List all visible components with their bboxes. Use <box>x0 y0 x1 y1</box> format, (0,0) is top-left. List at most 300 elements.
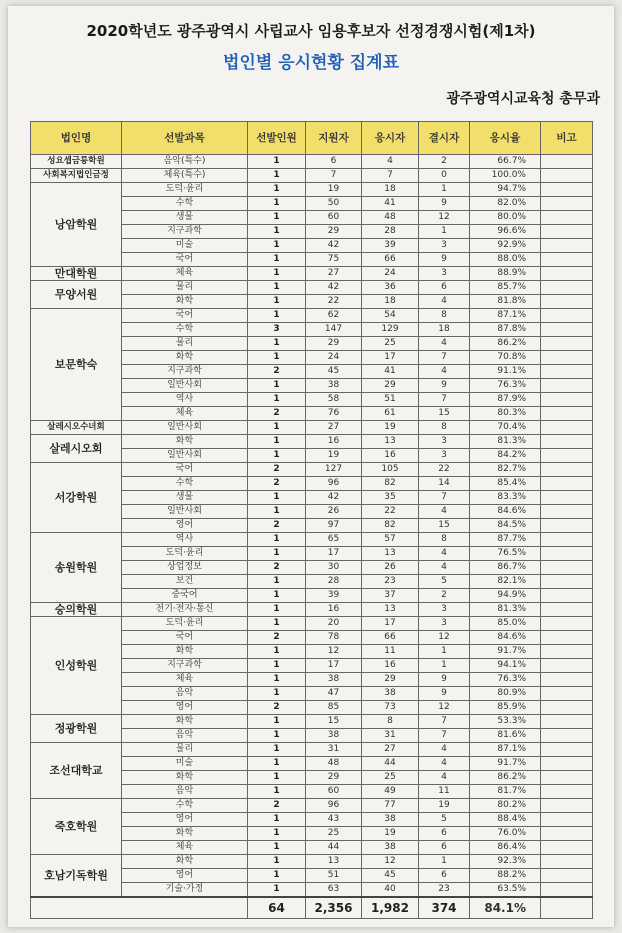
absentees-cell: 6 <box>419 841 470 855</box>
attendees-cell: 48 <box>362 211 419 225</box>
attendees-cell: 22 <box>362 505 419 519</box>
selection-count-cell: 1 <box>248 267 306 281</box>
absentees-cell: 3 <box>419 617 470 631</box>
table-row <box>31 435 593 449</box>
remarks-cell <box>541 757 593 771</box>
remarks-cell <box>541 253 593 267</box>
attendees-cell: 17 <box>362 351 419 365</box>
remarks-cell <box>541 169 593 183</box>
applicants-cell: 17 <box>306 659 362 673</box>
selection-count-cell: 1 <box>248 505 306 519</box>
selection-count-cell: 1 <box>248 169 306 183</box>
attendance-rate-cell: 80.3% <box>470 407 541 421</box>
remarks-cell <box>541 477 593 491</box>
applicants-cell: 24 <box>306 351 362 365</box>
applicants-cell: 50 <box>306 197 362 211</box>
subject-cell: 미술 <box>122 239 248 253</box>
subject-cell: 지구과학 <box>122 365 248 379</box>
remarks-cell <box>541 379 593 393</box>
attendees-cell: 16 <box>362 449 419 463</box>
selection-count-cell: 1 <box>248 603 306 617</box>
subject-cell: 체육(특수) <box>122 169 248 183</box>
subject-cell: 물리 <box>122 743 248 757</box>
selection-count-cell: 1 <box>248 883 306 898</box>
applicants-cell: 16 <box>306 435 362 449</box>
absentees-cell: 4 <box>419 337 470 351</box>
remarks-cell <box>541 883 593 898</box>
subject-cell: 물리 <box>122 337 248 351</box>
attendees-cell: 40 <box>362 883 419 898</box>
attendees-cell: 27 <box>362 743 419 757</box>
applicants-cell: 51 <box>306 869 362 883</box>
attendees-cell: 35 <box>362 491 419 505</box>
remarks-cell <box>541 799 593 813</box>
applicants-cell: 29 <box>306 337 362 351</box>
attendance-rate-cell: 87.7% <box>470 533 541 547</box>
attendance-rate-cell: 76.5% <box>470 547 541 561</box>
table-row <box>31 799 593 813</box>
absentees-cell: 3 <box>419 449 470 463</box>
absentees-cell: 1 <box>419 659 470 673</box>
selection-count-cell: 1 <box>248 645 306 659</box>
absentees-cell: 14 <box>419 477 470 491</box>
subject-cell: 음악 <box>122 785 248 799</box>
absentees-cell: 4 <box>419 547 470 561</box>
absentees-cell: 1 <box>419 855 470 869</box>
institution-name: 인성학원 <box>31 617 122 715</box>
applicants-cell: 62 <box>306 309 362 323</box>
attendance-rate-cell: 88.9% <box>470 267 541 281</box>
subject-cell: 수학 <box>122 197 248 211</box>
remarks-cell <box>541 743 593 757</box>
total-attendees: 1,982 <box>362 897 419 919</box>
applicants-cell: 75 <box>306 253 362 267</box>
absentees-cell: 3 <box>419 239 470 253</box>
selection-count-cell: 2 <box>248 519 306 533</box>
subject-cell: 일반사회 <box>122 421 248 435</box>
attendees-cell: 51 <box>362 393 419 407</box>
remarks-cell <box>541 225 593 239</box>
attendance-rate-cell: 88.2% <box>470 869 541 883</box>
attendance-rate-cell: 92.3% <box>470 855 541 869</box>
subject-cell: 국어 <box>122 631 248 645</box>
absentees-cell: 15 <box>419 407 470 421</box>
selection-count-cell: 1 <box>248 155 306 169</box>
absentees-cell: 23 <box>419 883 470 898</box>
applicants-cell: 38 <box>306 729 362 743</box>
table-row <box>31 533 593 547</box>
selection-count-cell: 1 <box>248 617 306 631</box>
attendees-cell: 77 <box>362 799 419 813</box>
remarks-cell <box>541 701 593 715</box>
attendees-cell: 17 <box>362 617 419 631</box>
header-subject: 선발과목 <box>122 122 248 155</box>
applicants-cell: 19 <box>306 183 362 197</box>
selection-count-cell: 1 <box>248 435 306 449</box>
selection-count-cell: 1 <box>248 253 306 267</box>
applicants-cell: 58 <box>306 393 362 407</box>
absentees-cell: 9 <box>419 197 470 211</box>
applicants-cell: 78 <box>306 631 362 645</box>
applicants-cell: 38 <box>306 379 362 393</box>
selection-count-cell: 2 <box>248 561 306 575</box>
attendance-rate-cell: 80.2% <box>470 799 541 813</box>
application-status-table <box>30 121 593 919</box>
remarks-cell <box>541 505 593 519</box>
selection-count-cell: 1 <box>248 491 306 505</box>
applicants-cell: 20 <box>306 617 362 631</box>
absentees-cell: 15 <box>419 519 470 533</box>
attendees-cell: 57 <box>362 533 419 547</box>
table-row <box>31 169 593 183</box>
remarks-cell <box>541 337 593 351</box>
attendance-rate-cell: 81.3% <box>470 435 541 449</box>
institution-name: 보문학숙 <box>31 309 122 421</box>
attendance-rate-cell: 70.8% <box>470 351 541 365</box>
attendance-rate-cell: 84.5% <box>470 519 541 533</box>
remarks-cell <box>541 575 593 589</box>
applicants-cell: 13 <box>306 855 362 869</box>
attendees-cell: 29 <box>362 673 419 687</box>
attendance-rate-cell: 96.6% <box>470 225 541 239</box>
applicants-cell: 22 <box>306 295 362 309</box>
subject-cell: 체육 <box>122 841 248 855</box>
applicants-cell: 31 <box>306 743 362 757</box>
institution-name: 조선대학교 <box>31 743 122 799</box>
attendees-cell: 105 <box>362 463 419 477</box>
table-row <box>31 281 593 295</box>
absentees-cell: 11 <box>419 785 470 799</box>
institution-name: 호남기독학원 <box>31 855 122 898</box>
attendees-cell: 25 <box>362 771 419 785</box>
absentees-cell: 12 <box>419 701 470 715</box>
applicants-cell: 65 <box>306 533 362 547</box>
absentees-cell: 5 <box>419 575 470 589</box>
absentees-cell: 0 <box>419 169 470 183</box>
total-applicants: 2,356 <box>306 897 362 919</box>
absentees-cell: 1 <box>419 183 470 197</box>
applicants-cell: 30 <box>306 561 362 575</box>
absentees-cell: 22 <box>419 463 470 477</box>
selection-count-cell: 1 <box>248 813 306 827</box>
institution-name: 성요셉금릉학원 <box>31 155 122 169</box>
selection-count-cell: 1 <box>248 869 306 883</box>
applicants-cell: 96 <box>306 799 362 813</box>
selection-count-cell: 1 <box>248 729 306 743</box>
attendance-rate-cell: 76.0% <box>470 827 541 841</box>
remarks-cell <box>541 547 593 561</box>
attendees-cell: 82 <box>362 477 419 491</box>
subject-cell: 수학 <box>122 477 248 491</box>
absentees-cell: 8 <box>419 309 470 323</box>
attendees-cell: 61 <box>362 407 419 421</box>
attendance-rate-cell: 85.0% <box>470 617 541 631</box>
total-rate: 84.1% <box>470 897 541 919</box>
attendance-rate-cell: 84.2% <box>470 449 541 463</box>
attendance-rate-cell: 85.4% <box>470 477 541 491</box>
attendance-rate-cell: 88.0% <box>470 253 541 267</box>
applicants-cell: 48 <box>306 757 362 771</box>
applicants-cell: 97 <box>306 519 362 533</box>
remarks-cell <box>541 449 593 463</box>
selection-count-cell: 1 <box>248 211 306 225</box>
selection-count-cell: 3 <box>248 323 306 337</box>
header-attendance-rate: 응시율 <box>470 122 541 155</box>
subject-cell: 화학 <box>122 351 248 365</box>
applicants-cell: 25 <box>306 827 362 841</box>
institution-name: 살레시오수녀회 <box>31 421 122 435</box>
header-attendees: 응시자 <box>362 122 419 155</box>
absentees-cell: 1 <box>419 225 470 239</box>
attendance-rate-cell: 91.1% <box>470 365 541 379</box>
attendees-cell: 44 <box>362 757 419 771</box>
remarks-cell <box>541 841 593 855</box>
subject-cell: 중국어 <box>122 589 248 603</box>
attendees-cell: 29 <box>362 379 419 393</box>
attendance-rate-cell: 70.4% <box>470 421 541 435</box>
attendance-rate-cell: 80.0% <box>470 211 541 225</box>
selection-count-cell: 1 <box>248 575 306 589</box>
selection-count-cell: 1 <box>248 533 306 547</box>
table-row <box>31 855 593 869</box>
attendance-rate-cell: 84.6% <box>470 505 541 519</box>
attendees-cell: 129 <box>362 323 419 337</box>
absentees-cell: 4 <box>419 757 470 771</box>
absentees-cell: 8 <box>419 533 470 547</box>
subject-cell: 체육 <box>122 407 248 421</box>
remarks-cell <box>541 183 593 197</box>
remarks-cell <box>541 561 593 575</box>
attendance-rate-cell: 81.6% <box>470 729 541 743</box>
remarks-cell <box>541 771 593 785</box>
selection-count-cell: 1 <box>248 421 306 435</box>
attendance-rate-cell: 83.3% <box>470 491 541 505</box>
total-label-cell <box>31 897 248 919</box>
subject-cell: 지구과학 <box>122 225 248 239</box>
absentees-cell: 8 <box>419 421 470 435</box>
absentees-cell: 4 <box>419 365 470 379</box>
absentees-cell: 12 <box>419 631 470 645</box>
selection-count-cell: 1 <box>248 449 306 463</box>
remarks-cell <box>541 589 593 603</box>
absentees-cell: 12 <box>419 211 470 225</box>
subject-cell: 체육 <box>122 673 248 687</box>
selection-count-cell: 1 <box>248 309 306 323</box>
remarks-cell <box>541 687 593 701</box>
absentees-cell: 5 <box>419 813 470 827</box>
attendees-cell: 19 <box>362 827 419 841</box>
attendance-rate-cell: 63.5% <box>470 883 541 898</box>
attendees-cell: 11 <box>362 645 419 659</box>
selection-count-cell: 1 <box>248 757 306 771</box>
attendees-cell: 37 <box>362 589 419 603</box>
table-row <box>31 267 593 281</box>
issuing-office: 광주광역시교육청 총무과 <box>446 91 600 107</box>
applicants-cell: 7 <box>306 169 362 183</box>
applicants-cell: 19 <box>306 449 362 463</box>
attendees-cell: 73 <box>362 701 419 715</box>
header-selection-count: 선발인원 <box>248 122 306 155</box>
selection-count-cell: 1 <box>248 351 306 365</box>
table-row <box>31 715 593 729</box>
attendees-cell: 36 <box>362 281 419 295</box>
attendance-rate-cell: 87.1% <box>470 309 541 323</box>
remarks-cell <box>541 729 593 743</box>
absentees-cell: 3 <box>419 267 470 281</box>
subject-cell: 화학 <box>122 645 248 659</box>
subject-cell: 미술 <box>122 757 248 771</box>
remarks-cell <box>541 323 593 337</box>
selection-count-cell: 2 <box>248 631 306 645</box>
attendees-cell: 49 <box>362 785 419 799</box>
applicants-cell: 44 <box>306 841 362 855</box>
subject-cell: 도덕·윤리 <box>122 183 248 197</box>
attendees-cell: 19 <box>362 421 419 435</box>
subject-cell: 영어 <box>122 701 248 715</box>
remarks-cell <box>541 813 593 827</box>
subject-cell: 국어 <box>122 463 248 477</box>
subject-cell: 기술·가정 <box>122 883 248 898</box>
remarks-cell <box>541 211 593 225</box>
attendees-cell: 38 <box>362 687 419 701</box>
applicants-cell: 17 <box>306 547 362 561</box>
selection-count-cell: 1 <box>248 771 306 785</box>
attendees-cell: 8 <box>362 715 419 729</box>
applicants-cell: 127 <box>306 463 362 477</box>
attendees-cell: 12 <box>362 855 419 869</box>
selection-count-cell: 2 <box>248 477 306 491</box>
subject-cell: 지구과학 <box>122 659 248 673</box>
absentees-cell: 4 <box>419 771 470 785</box>
attendance-rate-cell: 76.3% <box>470 673 541 687</box>
selection-count-cell: 1 <box>248 589 306 603</box>
document-sheet <box>8 6 614 927</box>
selection-count-cell: 1 <box>248 183 306 197</box>
applicants-cell: 63 <box>306 883 362 898</box>
subject-cell: 영어 <box>122 519 248 533</box>
attendees-cell: 18 <box>362 295 419 309</box>
absentees-cell: 7 <box>419 393 470 407</box>
remarks-cell <box>541 155 593 169</box>
remarks-cell <box>541 603 593 617</box>
attendance-rate-cell: 94.1% <box>470 659 541 673</box>
remarks-cell <box>541 365 593 379</box>
selection-count-cell: 1 <box>248 239 306 253</box>
subject-cell: 생물 <box>122 211 248 225</box>
selection-count-cell: 1 <box>248 673 306 687</box>
applicants-cell: 42 <box>306 239 362 253</box>
institution-name: 사회복지법인금정 <box>31 169 122 183</box>
subject-cell: 일반사회 <box>122 379 248 393</box>
attendance-rate-cell: 66.7% <box>470 155 541 169</box>
attendees-cell: 31 <box>362 729 419 743</box>
subject-cell: 보건 <box>122 575 248 589</box>
attendees-cell: 41 <box>362 197 419 211</box>
attendance-rate-cell: 94.7% <box>470 183 541 197</box>
absentees-cell: 9 <box>419 379 470 393</box>
absentees-cell: 19 <box>419 799 470 813</box>
selection-count-cell: 2 <box>248 365 306 379</box>
attendees-cell: 39 <box>362 239 419 253</box>
absentees-cell: 7 <box>419 491 470 505</box>
attendees-cell: 16 <box>362 659 419 673</box>
remarks-cell <box>541 869 593 883</box>
absentees-cell: 7 <box>419 351 470 365</box>
header-absentees: 결시자 <box>419 122 470 155</box>
remarks-cell <box>541 659 593 673</box>
remarks-cell <box>541 267 593 281</box>
absentees-cell: 7 <box>419 729 470 743</box>
selection-count-cell: 1 <box>248 659 306 673</box>
attendees-cell: 54 <box>362 309 419 323</box>
applicants-cell: 96 <box>306 477 362 491</box>
attendance-rate-cell: 91.7% <box>470 757 541 771</box>
attendance-rate-cell: 80.9% <box>470 687 541 701</box>
table-row <box>31 183 593 197</box>
subject-cell: 상업정보 <box>122 561 248 575</box>
applicants-cell: 85 <box>306 701 362 715</box>
attendance-rate-cell: 91.7% <box>470 645 541 659</box>
applicants-cell: 42 <box>306 281 362 295</box>
applicants-cell: 45 <box>306 365 362 379</box>
institution-name: 정광학원 <box>31 715 122 743</box>
remarks-cell <box>541 435 593 449</box>
absentees-cell: 2 <box>419 155 470 169</box>
absentees-cell: 6 <box>419 869 470 883</box>
attendance-rate-cell: 86.4% <box>470 841 541 855</box>
remarks-cell <box>541 197 593 211</box>
attendance-rate-cell: 82.0% <box>470 197 541 211</box>
attendance-rate-cell: 87.8% <box>470 323 541 337</box>
remarks-cell <box>541 281 593 295</box>
selection-count-cell: 1 <box>248 225 306 239</box>
attendance-rate-cell: 76.3% <box>470 379 541 393</box>
applicants-cell: 38 <box>306 673 362 687</box>
table-row <box>31 743 593 757</box>
applicants-cell: 147 <box>306 323 362 337</box>
absentees-cell: 18 <box>419 323 470 337</box>
applicants-cell: 26 <box>306 505 362 519</box>
selection-count-cell: 1 <box>248 841 306 855</box>
applicants-cell: 42 <box>306 491 362 505</box>
attendance-rate-cell: 92.9% <box>470 239 541 253</box>
applicants-cell: 27 <box>306 421 362 435</box>
subject-cell: 음악 <box>122 729 248 743</box>
selection-count-cell: 1 <box>248 547 306 561</box>
selection-count-cell: 1 <box>248 827 306 841</box>
attendees-cell: 13 <box>362 603 419 617</box>
attendees-cell: 26 <box>362 561 419 575</box>
attendance-rate-cell: 81.7% <box>470 785 541 799</box>
attendance-rate-cell: 86.7% <box>470 561 541 575</box>
subject-cell: 도덕·윤리 <box>122 547 248 561</box>
institution-name: 낭암학원 <box>31 183 122 267</box>
absentees-cell: 4 <box>419 743 470 757</box>
absentees-cell: 6 <box>419 281 470 295</box>
subject-cell: 물리 <box>122 281 248 295</box>
absentees-cell: 7 <box>419 715 470 729</box>
remarks-cell <box>541 785 593 799</box>
subject-cell: 음악 <box>122 687 248 701</box>
document-subtitle: 법인별 응시현황 집계표 <box>222 53 400 73</box>
selection-count-cell: 2 <box>248 407 306 421</box>
attendance-rate-cell: 84.6% <box>470 631 541 645</box>
applicants-cell: 39 <box>306 589 362 603</box>
institution-name: 만대학원 <box>31 267 122 281</box>
attendees-cell: 13 <box>362 547 419 561</box>
subject-cell: 전기·전자·통신 <box>122 603 248 617</box>
subject-cell: 국어 <box>122 309 248 323</box>
